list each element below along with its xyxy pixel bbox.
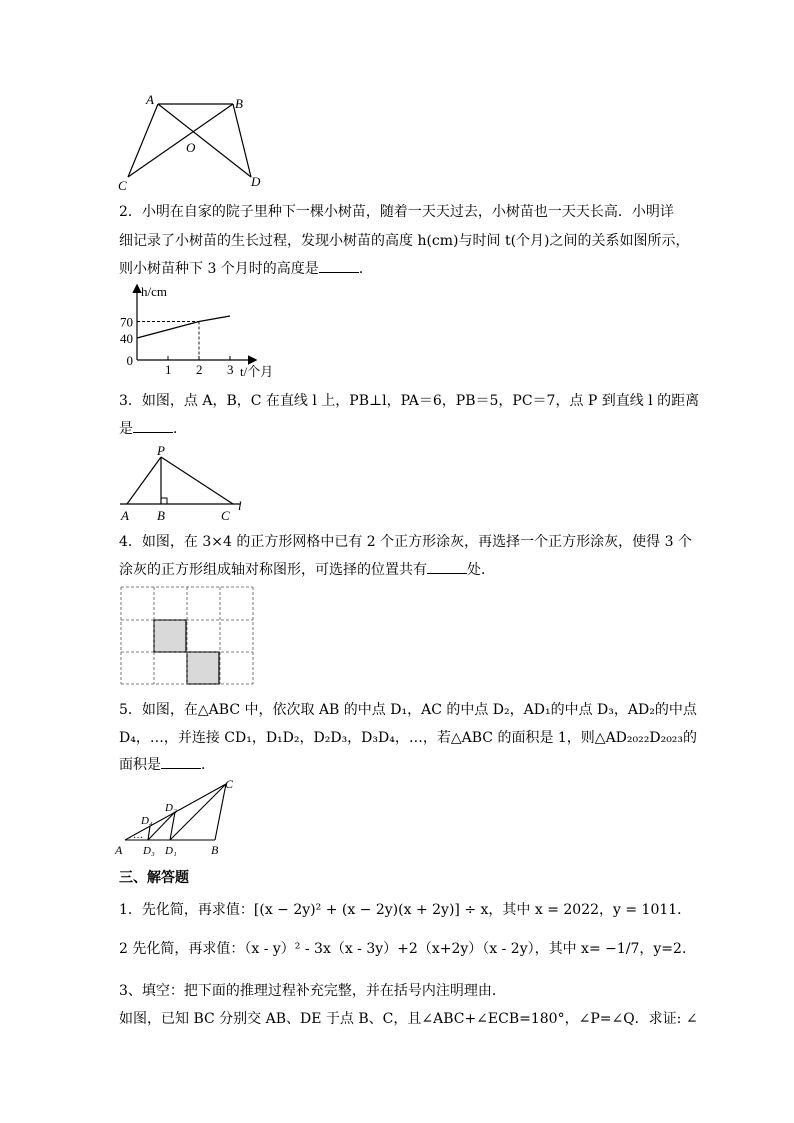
y-tick-label-1: 40 xyxy=(120,331,133,346)
q5-end: ． xyxy=(201,757,215,773)
x-tick-label-2: 3 xyxy=(227,362,234,377)
q3-line-2-text: 是 xyxy=(119,421,133,437)
segment-pa xyxy=(127,457,161,504)
q5-line-3 xyxy=(119,754,215,775)
solve-3-line-1: 3、填空：把下面的推理过程补充完整，并在括号内注明理由． xyxy=(119,983,506,999)
y-tick-label-0: 0 xyxy=(126,353,133,368)
label-c: C xyxy=(118,178,127,193)
label-a: A xyxy=(121,508,129,523)
q3-end: ． xyxy=(173,421,187,437)
q4-end: 处． xyxy=(467,562,495,578)
solve-2: 2 先化简，再求值：（x - y）² - 3x（x - 3y）+2（x+2y）（x - 2y），其中 x= −1/7，y=2． xyxy=(119,941,696,957)
gray-square-1 xyxy=(154,620,186,652)
label-o: O xyxy=(186,140,196,155)
label-b: B xyxy=(157,508,165,523)
label-c: C xyxy=(225,777,234,791)
section-title: 三、解答题 xyxy=(119,870,189,886)
q5-answer-blank[interactable] xyxy=(161,754,201,769)
y-axis-label: h/cm xyxy=(141,284,167,299)
q3-line-2 xyxy=(119,418,187,439)
q3-line-1: 3．如图，点 A，B，C 在直线 l 上，PB⊥l，PA＝6，PB＝5，PC＝7，点 P 到直线 l 的距离 xyxy=(119,393,700,409)
label-b: B xyxy=(235,96,243,111)
segment-bd xyxy=(233,104,251,177)
label-d1: D₁ xyxy=(165,845,177,857)
gray-square-2 xyxy=(187,652,219,684)
x-tick-label-0: 1 xyxy=(165,362,172,377)
label-a: A xyxy=(146,92,154,107)
q2-line-3-text: 则小树苗种下 3 个月时的高度是 xyxy=(119,261,319,277)
label-d: D xyxy=(251,174,261,189)
q5-line-3-text: 面积是 xyxy=(119,757,161,773)
q4-line-2-text: 涂灰的正方形组成轴对称图形，可选择的位置共有 xyxy=(119,562,427,578)
label-dots: … xyxy=(133,830,143,841)
figure-crossed-lines xyxy=(110,88,280,196)
segment-cd1 xyxy=(170,784,226,840)
segment-bc xyxy=(128,104,233,177)
q4-line-1: 4．如图，在 3×4 的正方形网格中已有 2 个正方形涂灰，再选择一个正方形涂灰，使得 3 个 xyxy=(119,534,692,550)
segment-ad xyxy=(158,104,251,177)
right-angle-mark xyxy=(161,498,167,504)
q2-line-3 xyxy=(119,258,373,279)
q2-answer-blank[interactable] xyxy=(319,258,359,273)
q2-end: ． xyxy=(358,261,373,277)
label-d2: D₂ xyxy=(165,802,177,814)
x-tick-label-1: 2 xyxy=(196,362,203,377)
figure-perpendicular xyxy=(115,442,255,522)
label-c: C xyxy=(221,508,230,523)
label-b: B xyxy=(211,843,219,857)
segment-bc xyxy=(215,784,226,840)
q2-line-1: 2．小明在自家的院子里种下一棵小树苗，随着一天天过去，小树苗也一天天长高．小明详 xyxy=(119,204,674,220)
series-line-0 xyxy=(137,316,230,338)
q5-line-1: 5．如图，在△ABC 中，依次取 AB 的中点 D₁，AC 的中点 D₂，AD₁的中点 D₃，AD₂的中点 xyxy=(119,702,697,718)
q4-answer-blank[interactable] xyxy=(427,559,467,574)
growth-chart xyxy=(115,280,295,382)
segment-pc xyxy=(161,457,233,504)
label-p: P xyxy=(157,443,165,458)
q2-line-2: 细记录了小树苗的生长过程，发现小树苗的高度 h(cm)与时间 t(个月)之间的关系如图所示， xyxy=(119,233,690,249)
figure-triangle-midpoints xyxy=(115,776,245,858)
x-axis-label: t/个月 xyxy=(240,364,274,379)
solve-1: 1．先化简，再求值：[(x − 2y)² + (x − 2y)(x + 2y)] ÷ x，其中 x = 2022，y = 1011． xyxy=(119,902,692,918)
q4-line-2 xyxy=(119,559,495,580)
grid-lines xyxy=(121,587,253,684)
label-d4: D₄ xyxy=(141,815,153,827)
label-a: A xyxy=(115,843,123,857)
q5-line-2: D₄，…，并连接 CD₁，D₁D₂，D₂D₃，D₃D₄，…，若△ABC 的面积是 1，则△AD₂₀₂₂D₂₀₂₃的 xyxy=(119,730,698,746)
grid-3x4 xyxy=(120,586,254,686)
label-l: l xyxy=(238,498,242,513)
y-tick-label-2: 70 xyxy=(120,314,133,330)
label-d3: D₃ xyxy=(143,845,155,857)
q3-answer-blank[interactable] xyxy=(133,418,173,433)
solve-3-line-2: 如图，已知 BC 分别交 AB、DE 于点 B、C，且∠ABC+∠ECB=180°，∠P=∠Q．求证: ∠ xyxy=(119,1011,698,1027)
